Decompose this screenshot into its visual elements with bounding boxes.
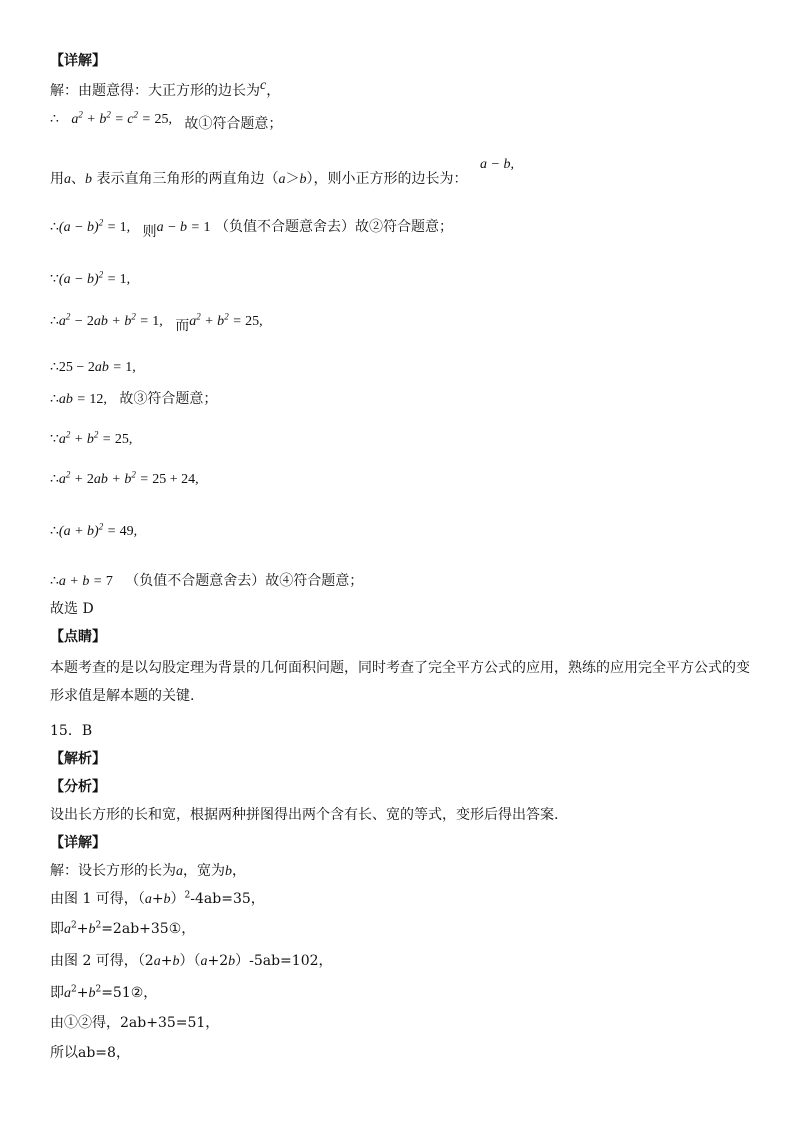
fig1-prefix: 由图 1 可得， — [50, 891, 138, 907]
step-line-7: ∴ab = 12, 故③符合题意； — [50, 391, 218, 407]
therefore-symbol: ∴ — [50, 111, 59, 127]
step-line-1 — [50, 109, 283, 132]
final-line — [50, 1044, 130, 1062]
section-heading-analysis-2: 【分析】 — [50, 779, 106, 795]
section-heading-analysis: 【解析】 — [50, 751, 106, 767]
combine-rest: 2ab+35=51， — [120, 1015, 220, 1031]
equation-pythagoras: $a^2 + b^2 = c^2 = 25$, — [71, 109, 172, 127]
ji2-rest: =51②， — [101, 985, 158, 1001]
section-heading-detail-2: 【详解】 — [50, 835, 106, 851]
var-c: c — [260, 78, 267, 93]
solve-intro: 解：设长方形的长为a，宽为b， — [50, 863, 246, 879]
step-line-3: ∴(a − b)$^2$ = 1, 则a − b = 1 （负值不合题意舍去）故②符合题意； — [50, 217, 453, 240]
line3-text-c: ），则小正方形的边长为： — [306, 171, 468, 187]
solve-intro-b: ，宽为 — [183, 863, 225, 879]
final-rest: ab=8， — [78, 1045, 130, 1061]
fig2-prefix: 由图 2 可得， — [50, 953, 138, 969]
line4-then: 则 — [142, 224, 157, 240]
ji1-prefix: 即 — [50, 921, 64, 937]
line3-text-b: 表示直角三角形的两直角边（ — [96, 171, 279, 187]
question-15-answer: 15．B — [50, 723, 93, 739]
fig1-rest: -4ab=35， — [190, 891, 265, 907]
equation-1: 即$a^2+b^2=2ab+35①$， — [50, 920, 196, 937]
solve-intro-c: ， — [232, 863, 246, 879]
fig2-rest: -5ab=102， — [249, 953, 333, 969]
step-line-11: ∴a + b = 7 （负值不合题意舍去）故④符合题意； — [50, 573, 364, 589]
step-line-10: ∴(a + b)$^2$ = 49, — [50, 521, 138, 539]
step-line-2: 用a、b 表示直角三角形的两直角边（a＞b），则小正方形的边长为： a − b, — [50, 157, 514, 187]
section-heading-detail: 【详解】 — [50, 53, 106, 69]
equation-2: 即$a^2+b^2=51②$， — [50, 984, 158, 1001]
line11-conclusion: （负值不合题意舍去）故④符合题意； — [125, 573, 364, 589]
step-line-5: $\therefore a^2 - 2ab + b^2 = 1$, 而$a^2 + b^2 = 25$, — [50, 311, 263, 334]
solve-intro-a: 解：设长方形的长为 — [50, 863, 176, 879]
line3-text-a: 用 — [50, 171, 64, 187]
step-line-4: ∵(a − b)$^2$ = 1, — [50, 269, 131, 287]
analysis-text: 设出长方形的长和宽，根据两种拼图得出两个含有长、宽的等式，变形后得出答案. — [50, 807, 559, 823]
answer-choice: 故选 D — [50, 601, 94, 617]
combine-line — [50, 1014, 219, 1032]
step-line-8: $\because a^2 + b^2 = 25$, — [50, 429, 133, 447]
ji1-rest: =2ab+35①， — [101, 921, 196, 937]
figure-1-equation: 由图 1 可得，$(a+b)^2-4ab=35$， — [50, 890, 265, 907]
intro-end: ， — [266, 83, 281, 99]
step-line-6: ∴25 − 2ab = 1, — [50, 359, 136, 375]
intro-line — [50, 78, 281, 101]
small-square-side: a − b, — [480, 157, 514, 172]
intro-text: 解：由题意得：大正方形的边长为 — [50, 83, 260, 99]
step-line-1-conclusion: 故①符合题意； — [184, 116, 283, 132]
comment-paragraph: 本题考查的是以勾股定理为背景的几何面积问题，同时考查了完全平方公式的应用，熟练的应用完全平方公式的变形求值是解本题的关键. — [50, 660, 750, 704]
combine-prefix: 由①②得， — [50, 1015, 120, 1031]
line6-and: 而 — [175, 318, 190, 334]
step-line-9: $\therefore a^2 + 2ab + b^2 = 25 + 24$, — [50, 469, 199, 487]
section-heading-comment: 【点睛】 — [50, 629, 106, 645]
figure-2-equation: 由图 2 可得，（2a+b）（a+2b）-5ab=102， — [50, 953, 333, 969]
final-prefix: 所以 — [50, 1045, 78, 1061]
line8-conclusion: 故③符合题意； — [119, 391, 218, 407]
line4-conclusion: （负值不合题意舍去）故②符合题意； — [214, 219, 453, 235]
